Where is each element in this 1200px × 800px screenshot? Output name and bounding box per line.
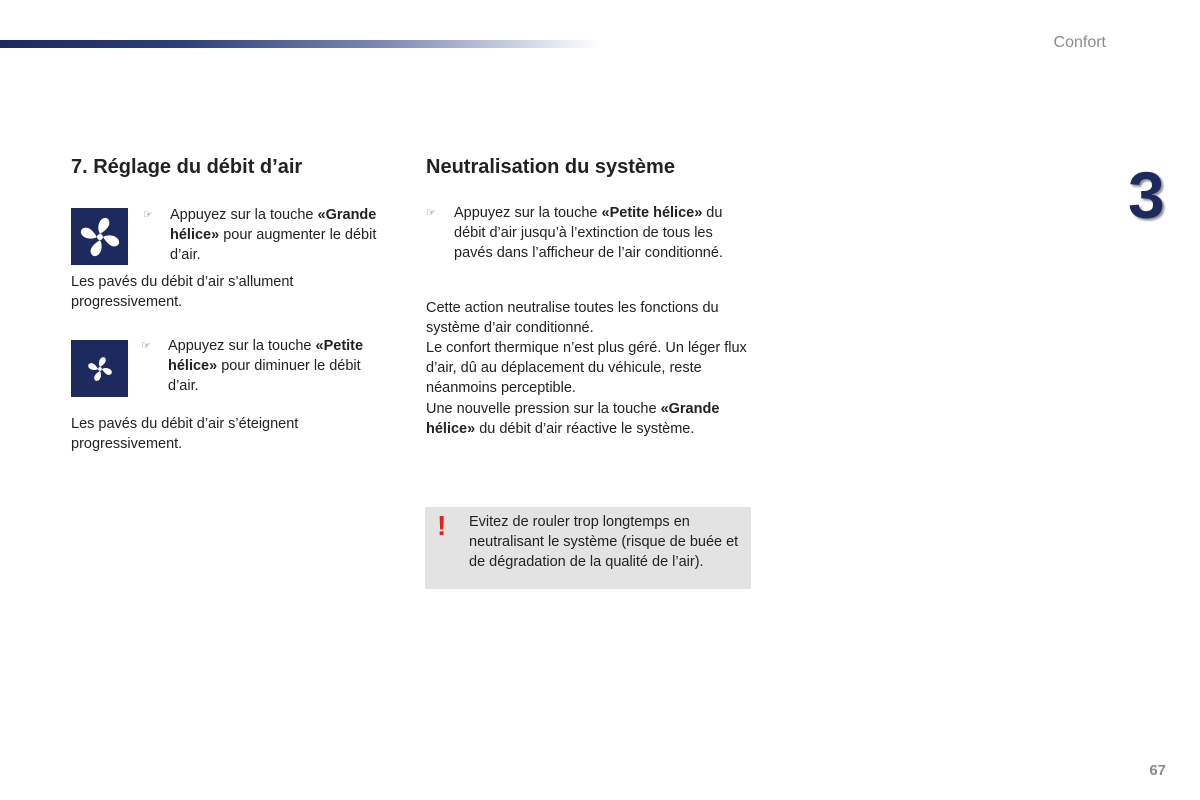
pointer-hand-icon: ☞ <box>426 207 436 219</box>
left-para-1: Les pavés du débit d’air s’allument progressivement. <box>71 274 294 310</box>
left-bullet-2-post: pour diminuer le débit d’air. <box>168 358 361 394</box>
left-para-2: Les pavés du débit d’air s’éteignent progressivement. <box>71 416 299 452</box>
left-bullet-1-key: «Grande hélice» <box>170 207 377 243</box>
left-bullet-1 <box>143 205 393 265</box>
right-section-title: Neutralisation du système <box>426 156 675 178</box>
left-bullet-2-pre: Appuyez sur la touche <box>168 338 316 354</box>
right-bullet-1-pre: Appuyez sur la touche <box>454 205 602 221</box>
fan-small-icon <box>71 340 128 397</box>
right-para-3-post: du débit d’air réactive le système. <box>475 421 695 437</box>
right-para-3 <box>426 399 751 439</box>
page-number: 67 <box>1149 762 1166 779</box>
warning-box <box>425 507 751 589</box>
left-bullet-2-key: «Petite hélice» <box>168 338 364 374</box>
section-label: Confort <box>1053 34 1106 51</box>
right-para-1: Cette action neutralise toutes les fonctions du système d’air conditionné. <box>426 300 719 336</box>
left-section-title: 7. Réglage du débit d’air <box>71 156 303 178</box>
right-para-3-key: «Grande hélice» <box>426 401 720 437</box>
right-para-2: Le confort thermique n’est plus géré. Un léger flux d’air, dû au déplacement du véhicule, reste néanmoins perceptible. <box>426 340 747 396</box>
left-bullet-2 <box>141 336 391 396</box>
right-para-3-pre: Une nouvelle pression sur la touche <box>426 401 661 417</box>
fan-large-icon <box>71 208 128 265</box>
header-gradient-bar <box>0 40 600 48</box>
pointer-hand-icon: ☞ <box>141 340 151 352</box>
chapter-number: 3 <box>1128 158 1165 232</box>
warning-text: Evitez de rouler trop longtemps en neutralisant le système (risque de buée et de dégradation de la qualité de l’air). <box>469 514 739 570</box>
right-bullet-1-post: du débit d’air jusqu’à l’extinction de tous les pavés dans l’afficheur de l’air conditionné. <box>454 205 723 261</box>
right-bullet-1 <box>426 203 748 263</box>
left-bullet-1-post: pour augmenter le débit d’air. <box>170 227 377 263</box>
pointer-hand-icon: ☞ <box>143 209 153 221</box>
right-bullet-1-key: «Petite hélice» <box>601 205 703 221</box>
exclamation-icon: ! <box>437 510 447 541</box>
left-bullet-1-pre: Appuyez sur la touche <box>170 207 318 223</box>
